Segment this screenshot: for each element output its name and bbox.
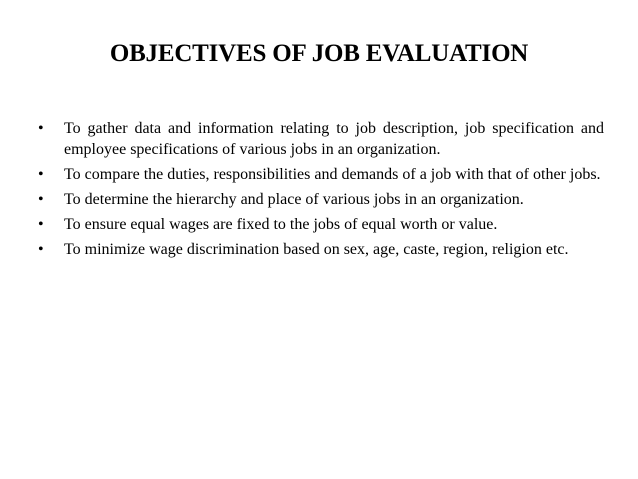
bullet-text: To compare the duties, responsibilities and demands of a job with that of other jobs.	[64, 166, 601, 183]
bullet-item	[36, 118, 604, 160]
bullet-item	[36, 239, 604, 260]
bullet-item	[36, 214, 604, 235]
bullet-text: To gather data and information relating to job description, job specification and employee specifications of various jobs in an organization.	[64, 120, 604, 158]
bullet-item	[36, 164, 604, 185]
bullet-icon: •	[38, 241, 44, 258]
bullet-text: To minimize wage discrimination based on sex, age, caste, region, religion etc.	[64, 241, 569, 258]
bullet-text: To determine the hierarchy and place of various jobs in an organization.	[64, 191, 524, 208]
bullet-icon: •	[38, 120, 44, 137]
slide-title: OBJECTIVES OF JOB EVALUATION	[109, 40, 529, 67]
bullet-icon: •	[38, 216, 44, 233]
bullet-icon: •	[38, 166, 44, 183]
bullet-list	[36, 118, 604, 264]
bullet-icon: •	[38, 191, 44, 208]
bullet-item	[36, 189, 604, 210]
bullet-text: To ensure equal wages are fixed to the jobs of equal worth or value.	[64, 216, 498, 233]
